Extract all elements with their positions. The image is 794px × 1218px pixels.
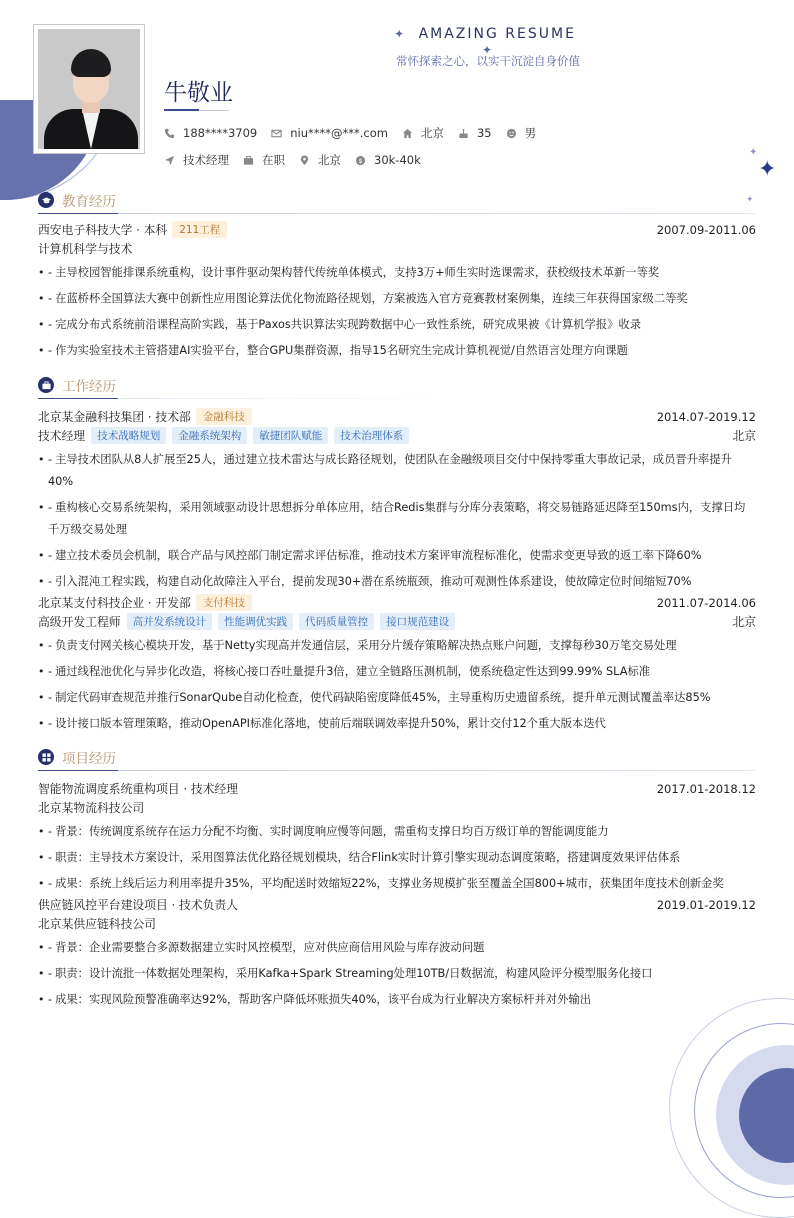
section-title: 教育经历 xyxy=(62,194,116,210)
education-list xyxy=(38,262,756,362)
sparkle-icon: ✦ xyxy=(758,157,777,182)
school-badge: 211工程 xyxy=(172,221,227,238)
home-icon xyxy=(402,128,413,139)
candidate-name: 牛敬业 xyxy=(164,80,233,106)
skill-tag: 代码质量管控 xyxy=(299,613,374,630)
list-item: • - 设计接口版本管理策略，推动OpenAPI标准化落地，使前后端联调效率提升50%，累计交付12个重大版本迭代 xyxy=(38,713,756,735)
intent-row xyxy=(164,152,435,168)
list-item: • - 主导技术团队从8人扩展至25人，通过建立技术雷达与成长路径规划，使团队在金融级项目交付中保持零重大事故记录，成员晋升率提升40% xyxy=(38,449,756,493)
job-duties xyxy=(38,635,756,735)
section-divider xyxy=(38,213,756,214)
name-underline xyxy=(164,109,199,111)
briefcase-icon xyxy=(38,377,54,393)
list-item: • - 完成分布式系统前沿课程高阶实践，基于Paxos共识算法实现跨数据中心一致性系统，研究成果被《计算机学报》收录 xyxy=(38,314,756,336)
briefcase-icon xyxy=(243,155,254,166)
education-header xyxy=(38,220,756,239)
name-underline xyxy=(199,110,229,111)
sparkle-icon: ✦ xyxy=(746,195,754,205)
intent-city: 北京 xyxy=(299,152,341,168)
graduation-cap-icon xyxy=(38,192,54,208)
job-city: 北京 xyxy=(732,429,756,443)
section-header xyxy=(38,745,756,769)
project-details xyxy=(38,821,756,895)
contact-age: 35 xyxy=(458,126,492,140)
project-date: 2017.01-2018.12 xyxy=(656,781,756,796)
list-item: • - 背景：传统调度系统存在运力分配不均衡、实时调度响应慢等问题，需重构支撑日均百万级订单的智能调度能力 xyxy=(38,821,756,843)
section-title: 项目经历 xyxy=(62,751,116,767)
job-city: 北京 xyxy=(732,615,756,629)
list-item: • - 职责：主导技术方案设计，采用图算法优化路径规划模块，结合Flink实时计算引擎实现动态调度策略，搭建调度效果评估体系 xyxy=(38,847,756,869)
project-company: 北京某供应链科技公司 xyxy=(38,917,156,931)
phone-icon xyxy=(164,128,175,139)
list-item: • - 作为实验室技术主管搭建AI实验平台，整合GPU集群资源，指导15名研究生完成计算机视觉/自然语言处理方向课题 xyxy=(38,340,756,362)
svg-text:$: $ xyxy=(358,156,363,165)
list-item: • - 背景：企业需要整合多源数据建立实时风控模型，应对供应商信用风险与库存波动问题 xyxy=(38,937,756,959)
contact-phone: 188****3709 xyxy=(164,126,257,140)
star-icon: ✦ xyxy=(394,27,407,41)
cake-icon xyxy=(458,128,469,139)
job-role: 技术经理 xyxy=(38,429,86,443)
project-header xyxy=(38,779,756,798)
job-date: 2011.07-2014.06 xyxy=(656,595,756,610)
send-icon xyxy=(164,155,175,166)
contact-row xyxy=(164,125,550,141)
projects-section xyxy=(38,745,756,1011)
list-item: • - 在蓝桥杯全国算法大赛中创新性应用图论算法优化物流路径规划，方案被选入官方竞赛教材案例集，连续三年获得国家级二等奖 xyxy=(38,288,756,310)
list-item: • - 重构核心交易系统架构，采用领域驱动设计思想拆分单体应用，结合Redis集群与分库分表策略，将交易链路延迟降至150ms内，支撑日均千万级交易处理 xyxy=(38,497,756,541)
salary-icon xyxy=(355,155,366,166)
project-details xyxy=(38,937,756,1011)
list-item: • - 引入混沌工程实践，构建自动化故障注入平台，提前发现30+潜在系统瓶颈，推动可观测性体系建设，使故障定位时间缩短70% xyxy=(38,571,756,593)
contact-gender: 男 xyxy=(506,125,537,141)
brand-text: AMAZING RESUME xyxy=(418,26,576,42)
job-header xyxy=(38,593,756,612)
work-section xyxy=(38,373,756,735)
skill-tag: 技术战略规划 xyxy=(91,427,166,444)
list-item: • - 制定代码审查规范并推行SonarQube自动化检查，使代码缺陷密度降低45%，主导重构历史遗留系统，提升单元测试覆盖率达85% xyxy=(38,687,756,709)
mail-icon xyxy=(271,128,282,139)
education-date: 2007.09-2011.06 xyxy=(656,222,756,237)
list-item: • - 成果：实现风险预警准确率达92%，帮助客户降低坏账损失40%，该平台成为行业解决方案标杆并对外输出 xyxy=(38,989,756,1011)
profile-photo xyxy=(33,24,145,154)
skill-tag: 接口规范建设 xyxy=(380,613,455,630)
star-icon: ✦ xyxy=(481,43,495,57)
section-header xyxy=(38,373,756,397)
contact-city: 北京 xyxy=(402,125,444,141)
gender-icon xyxy=(506,128,517,139)
section-divider xyxy=(38,770,756,771)
avatar xyxy=(38,29,140,149)
skill-tag: 性能调优实践 xyxy=(218,613,293,630)
industry-badge: 金融科技 xyxy=(196,408,252,425)
skill-tag: 技术治理体系 xyxy=(334,427,409,444)
intent-status: 在职 xyxy=(243,152,285,168)
industry-badge: 支付科技 xyxy=(196,594,252,611)
list-item: • - 成果：系统上线后运力利用率提升35%，平均配送时效缩短22%，支撑业务规模扩张至覆盖全国800+城市，获集团年度技术创新金奖 xyxy=(38,873,756,895)
project-header xyxy=(38,895,756,914)
list-item: • - 通过线程池优化与异步化改造，将核心接口吞吐量提升3倍，建立全链路压测机制，使系统稳定性达到99.99% SLA标准 xyxy=(38,661,756,683)
grid-icon xyxy=(38,749,54,765)
list-item: • - 职责：设计流批一体数据处理架构，采用Kafka+Spark Streaming处理10TB/日数据流，构建风险评分模型服务化接口 xyxy=(38,963,756,985)
intent-salary: $ 30k-40k xyxy=(355,153,421,167)
section-divider xyxy=(38,398,456,399)
skill-tag: 金融系统架构 xyxy=(172,427,247,444)
job-duties xyxy=(38,449,756,593)
school-name: 西安电子科技大学 · 本科 xyxy=(38,223,168,237)
job-date: 2014.07-2019.12 xyxy=(656,409,756,424)
section-title: 工作经历 xyxy=(62,379,116,395)
education-section xyxy=(38,188,756,362)
job-role: 高级开发工程师 xyxy=(38,615,121,629)
sparkle-icon: ✦ xyxy=(749,147,758,158)
project-date: 2019.01-2019.12 xyxy=(656,897,756,912)
list-item: • - 主导校园智能排课系统重构，设计事件驱动架构替代传统单体模式，支持3万+师生实时选课需求，获校级技术革新一等奖 xyxy=(38,262,756,284)
company-name: 北京某支付科技企业 · 开发部 xyxy=(38,596,191,610)
company-name: 北京某金融科技集团 · 技术部 xyxy=(38,410,191,424)
project-name: 智能物流调度系统重构项目 · 技术经理 xyxy=(38,782,239,796)
project-company: 北京某物流科技公司 xyxy=(38,801,145,815)
job-role-row xyxy=(38,426,756,445)
section-header xyxy=(38,188,756,212)
intent-position: 技术经理 xyxy=(164,152,229,168)
skill-tag: 高并发系统设计 xyxy=(127,613,213,630)
contact-email: niu****@***.com xyxy=(271,126,388,140)
job-role-row xyxy=(38,612,756,631)
list-item: • - 建立技术委员会机制，联合产品与风控部门制定需求评估标准，推动技术方案评审流程标准化，使需求变更导致的返工率下降60% xyxy=(38,545,756,567)
motto: 常怀探索之心，以实干沉淀自身价值 xyxy=(396,54,580,68)
location-icon xyxy=(299,155,310,166)
project-name: 供应链风控平台建设项目 · 技术负责人 xyxy=(38,898,239,912)
list-item: • - 负责支付网关核心模块开发，基于Netty实现高并发通信层，采用分片缓存策略解决热点账户问题，支撑每秒30万笔交易处理 xyxy=(38,635,756,657)
major: 计算机科学与技术 xyxy=(38,242,133,256)
skill-tag: 敏捷团队赋能 xyxy=(253,427,328,444)
job-header xyxy=(38,407,756,426)
